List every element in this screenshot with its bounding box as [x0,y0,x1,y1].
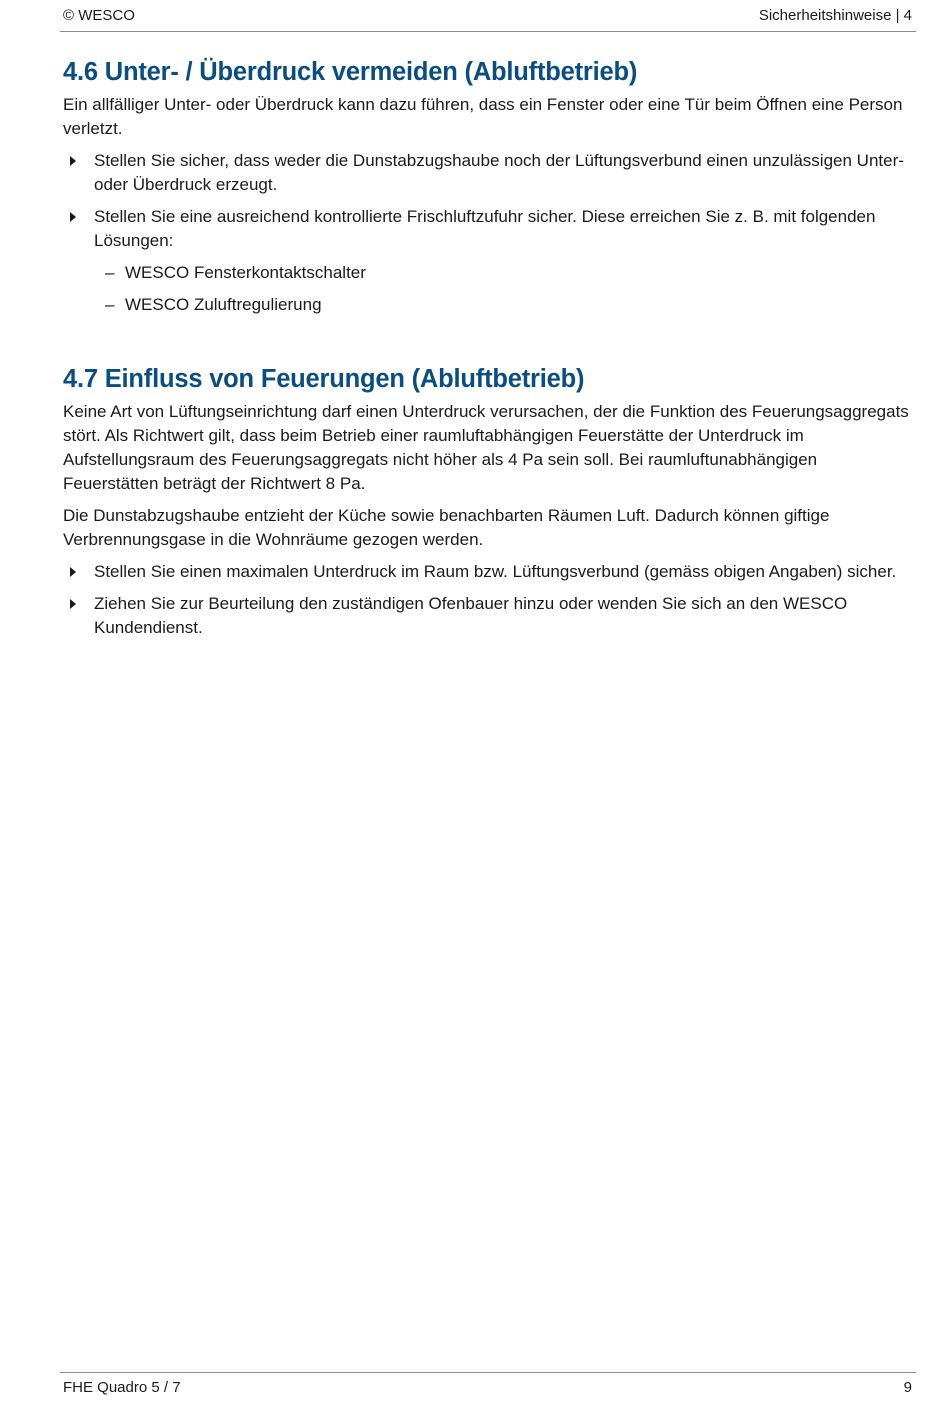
step-text: Stellen Sie eine ausreichend kontrollierte Frischluftzufuhr sicher. Diese erreichen Sie z. B. mit folgenden Lösungen: [94,207,876,250]
step-list [63,149,913,317]
header-copyright: © WESCO [63,7,135,24]
body-paragraph: Die Dunstabzugshaube entzieht der Küche sowie benachbarten Räumen Luft. Dadurch können giftige Verbrennungsgase in die Wohnräume gezogen werden. [63,506,830,549]
triangle-right-icon [70,156,76,166]
step-item [63,205,913,317]
dash-bullet: – [105,263,115,282]
step-item [63,149,913,197]
triangle-right-icon [70,599,76,609]
step-text: Ziehen Sie zur Beurteilung den zuständigen Ofenbauer hinzu oder wenden Sie sich an den WESCO Kundendienst. [94,594,848,637]
solution-text: WESCO Fensterkontaktschalter [125,263,366,282]
header-chapter: Sicherheitshinweise | 4 [758,7,912,24]
step-item [63,592,913,640]
step-item [63,560,913,584]
page-number: 9 [903,1379,912,1396]
step-text: Stellen Sie sicher, dass weder die Dunstabzugshaube noch der Lüftungsverbund einen unzulässigen Unter- oder Überdruck erzeugt. [94,151,904,194]
intro-paragraph: Ein allfälliger Unter- oder Überdruck kann dazu führen, dass ein Fenster oder eine Tür beim Öffnen eine Person verletzt. [63,95,903,138]
triangle-right-icon [70,567,76,577]
footer-product: FHE Quadro 5 / 7 [63,1379,181,1396]
section-title: 4.7 Einfluss von Feuerungen (Abluftbetrieb) [63,365,585,393]
step-list [63,560,913,640]
page-footer [60,1372,916,1398]
triangle-right-icon [70,212,76,222]
section-4-6 [63,56,913,317]
solution-list [94,261,913,317]
section-4-7 [63,363,913,640]
list-item [94,293,913,317]
section-title: 4.6 Unter- / Überdruck vermeiden (Abluftbetrieb) [63,58,638,86]
list-item [94,261,913,285]
dash-bullet: – [105,295,115,314]
body-paragraph: Keine Art von Lüftungseinrichtung darf einen Unterdruck verursachen, der die Funktion des Feuerungsaggregats stört. Als Richtwert gilt, dass beim Betrieb einer raumluftabhängigen Feuerstätte der Unterdruck im Aufstellungsraum des Feuerungsaggregats nicht höher als 4 Pa sein soll. Bei raumluftunabhängigen Feuerstätten beträgt der Richtwert 8 Pa. [63,402,909,493]
step-text: Stellen Sie einen maximalen Unterdruck im Raum bzw. Lüftungsverbund (gemäss obigen Angaben) sicher. [94,562,897,581]
solution-text: WESCO Zuluftregulierung [125,295,322,314]
page-header [60,0,916,32]
